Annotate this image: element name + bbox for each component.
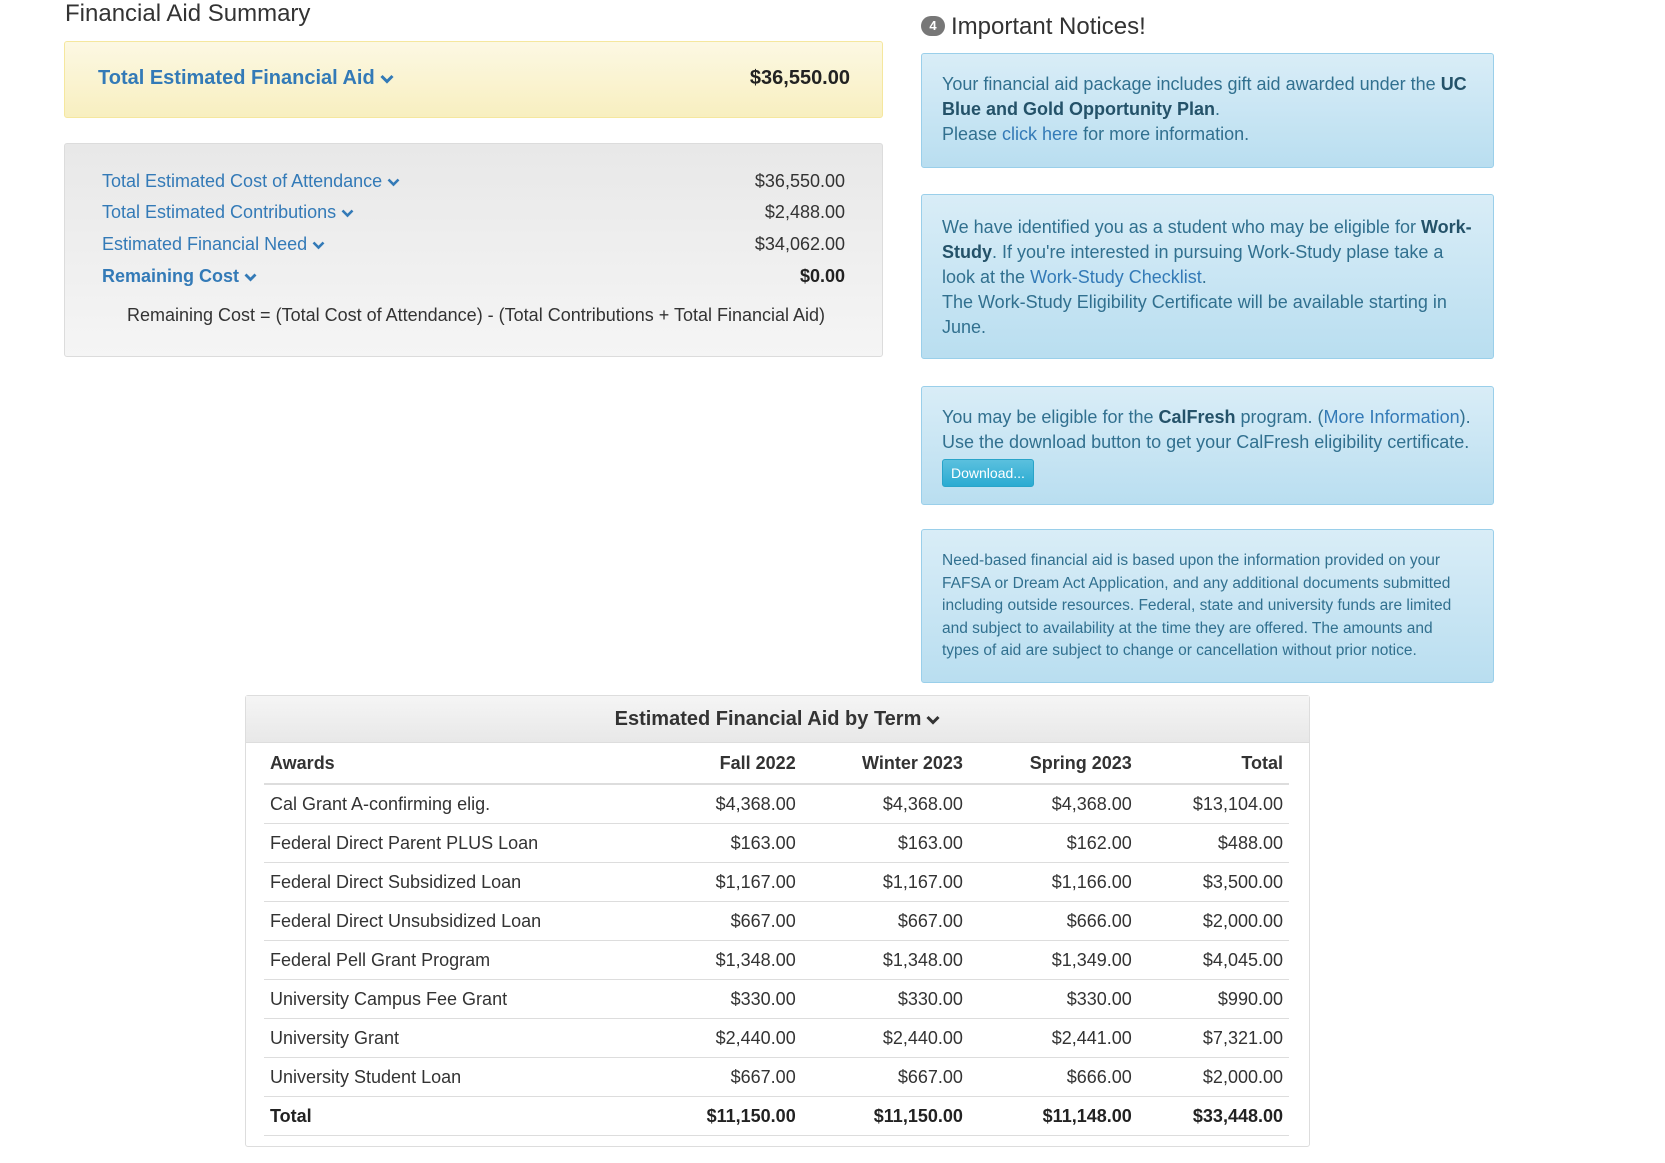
download-button[interactable]: Download... [942,459,1034,487]
remaining-cost-toggle[interactable] [102,266,257,287]
table-header-row [264,743,1289,784]
award-name: University Campus Fee Grant [264,980,652,1019]
spring-amount: $2,441.00 [969,1019,1138,1058]
table-row [264,980,1289,1019]
notice-text: Your financial aid package includes gift aid awarded under the [942,74,1441,94]
fall-amount: $163.00 [652,824,802,863]
winter-total: $11,150.00 [802,1097,969,1136]
notice-need-based-disclaimer [921,529,1494,683]
fall-amount: $4,368.00 [652,784,802,824]
spring-amount: $1,349.00 [969,941,1138,980]
total-aid-panel [64,41,883,118]
more-information-link[interactable]: More Information [1323,407,1460,427]
notice-text: . If you're interested in pursuing Work-Study plase take a look at the [942,242,1444,287]
remaining-cost-label: Remaining Cost [102,266,240,286]
table-total-row [264,1097,1289,1136]
fall-total: $11,150.00 [652,1097,802,1136]
chevron-down-icon [380,74,394,84]
total-amount: $7,321.00 [1138,1019,1289,1058]
notice-emphasis: UC Blue and Gold Opportunity Plan [942,74,1467,119]
total-aid-toggle[interactable] [98,67,394,90]
notice-blue-gold [921,53,1494,168]
spring-amount: $330.00 [969,980,1138,1019]
page-title: Financial Aid Summary [65,0,311,27]
winter-amount: $163.00 [802,824,969,863]
spring-amount: $666.00 [969,1058,1138,1097]
notice-emphasis: Work-Study [942,217,1472,262]
click-here-link[interactable]: click here [1002,124,1079,144]
remaining-cost-formula: Remaining Cost = (Total Cost of Attendance) - (Total Contributions + Total Financial Aid) [127,305,826,325]
notice-count-badge: 4 [921,16,945,36]
notice-text: ). [1459,407,1471,427]
cost-of-attendance-label: Total Estimated Cost of Attendance [102,171,383,191]
contributions-row [102,202,845,226]
notice-calfresh [921,386,1494,505]
chevron-down-icon [341,209,354,218]
winter-amount: $2,440.00 [802,1019,969,1058]
spring-amount: $666.00 [969,902,1138,941]
awards-table [264,743,1289,1136]
notice-text: We have identified you as a student who may be eligible for [942,217,1421,237]
aid-by-term-title: Estimated Financial Aid by Term [614,708,922,730]
table-row [264,824,1289,863]
contributions-value: $2,488.00 [764,202,845,222]
fall-amount: $2,440.00 [652,1019,802,1058]
remaining-cost-value: $0.00 [799,266,845,286]
column-header-fall-2022: Fall 2022 [652,743,802,784]
total-amount: $2,000.00 [1138,1058,1289,1097]
financial-need-value: $34,062.00 [754,234,845,254]
table-row [264,902,1289,941]
winter-amount: $4,368.00 [802,784,969,824]
notice-text: Please [942,124,1003,144]
award-name: Federal Direct Unsubsidized Loan [264,902,652,941]
work-study-checklist-link[interactable]: Work-Study Checklist [1030,267,1202,287]
table-row [264,863,1289,902]
total-amount: $2,000.00 [1138,902,1289,941]
total-amount: $4,045.00 [1138,941,1289,980]
total-amount: $13,104.00 [1138,784,1289,824]
cost-breakdown-panel [64,143,883,357]
column-header-total: Total [1138,743,1289,784]
spring-total: $11,148.00 [969,1097,1138,1136]
total-amount: $990.00 [1138,980,1289,1019]
cost-of-attendance-value: $36,550.00 [754,171,845,191]
award-name: Federal Pell Grant Program [264,941,652,980]
fall-amount: $667.00 [652,902,802,941]
award-name: University Grant [264,1019,652,1058]
chevron-down-icon [244,273,257,282]
fall-amount: $1,348.00 [652,941,802,980]
cost-of-attendance-row [102,171,845,195]
chevron-down-icon [926,715,940,725]
notice-text: for more information. [1078,124,1250,144]
column-header-winter-2023: Winter 2023 [802,743,969,784]
notice-text: The Work-Study Eligibility Certificate will be available starting in June. [942,292,1447,337]
chevron-down-icon [387,178,400,187]
award-name: Federal Direct Subsidized Loan [264,863,652,902]
spring-amount: $162.00 [969,824,1138,863]
notices-heading [921,12,1146,42]
notice-text: . [1201,267,1207,287]
total-label: Total [264,1097,652,1136]
spring-amount: $4,368.00 [969,784,1138,824]
total-amount: $3,500.00 [1138,863,1289,902]
aid-by-term-panel [245,695,1310,1147]
table-row [264,941,1289,980]
remaining-cost-row [102,266,845,290]
award-name: Federal Direct Parent PLUS Loan [264,824,652,863]
notice-text: . [1215,99,1221,119]
cost-of-attendance-toggle[interactable] [102,171,400,192]
table-row [264,1019,1289,1058]
fall-amount: $1,167.00 [652,863,802,902]
notice-text: You may be eligible for the [942,407,1159,427]
notice-emphasis: CalFresh [1158,407,1236,427]
total-amount: $488.00 [1138,824,1289,863]
notices-heading-text: Important Notices! [951,13,1146,40]
financial-need-toggle[interactable] [102,234,325,255]
contributions-toggle[interactable] [102,202,354,223]
chevron-down-icon [312,241,325,250]
winter-amount: $667.00 [802,1058,969,1097]
fall-amount: $667.00 [652,1058,802,1097]
notice-work-study [921,194,1494,359]
total-aid-value: $36,550.00 [749,67,850,89]
award-name: University Student Loan [264,1058,652,1097]
table-row [264,784,1289,824]
winter-amount: $330.00 [802,980,969,1019]
notice-text: Need-based financial aid is based upon the information provided on your FAFSA or Dream Act Application, and any additional documents submitted including outside resources. Federal, state and university funds are limited and subject to availability at the time they are offered. The amounts and types of aid are subject to change or cancellation without prior notice. [942,552,1452,659]
column-header-awards: Awards [264,743,652,784]
column-header-spring-2023: Spring 2023 [969,743,1138,784]
notice-text: program. ( [1235,407,1324,427]
total-aid-label: Total Estimated Financial Aid [98,67,375,89]
financial-need-label: Estimated Financial Need [102,234,308,254]
spring-amount: $1,166.00 [969,863,1138,902]
grand-total: $33,448.00 [1138,1097,1289,1136]
financial-need-row [102,234,845,258]
aid-by-term-toggle[interactable] [246,696,1309,743]
contributions-label: Total Estimated Contributions [102,202,337,222]
award-name: Cal Grant A-confirming elig. [264,784,652,824]
winter-amount: $1,167.00 [802,863,969,902]
fall-amount: $330.00 [652,980,802,1019]
winter-amount: $667.00 [802,902,969,941]
table-row [264,1058,1289,1097]
notice-text: Use the download button to get your CalFresh eligibility certificate. [942,432,1470,452]
winter-amount: $1,348.00 [802,941,969,980]
